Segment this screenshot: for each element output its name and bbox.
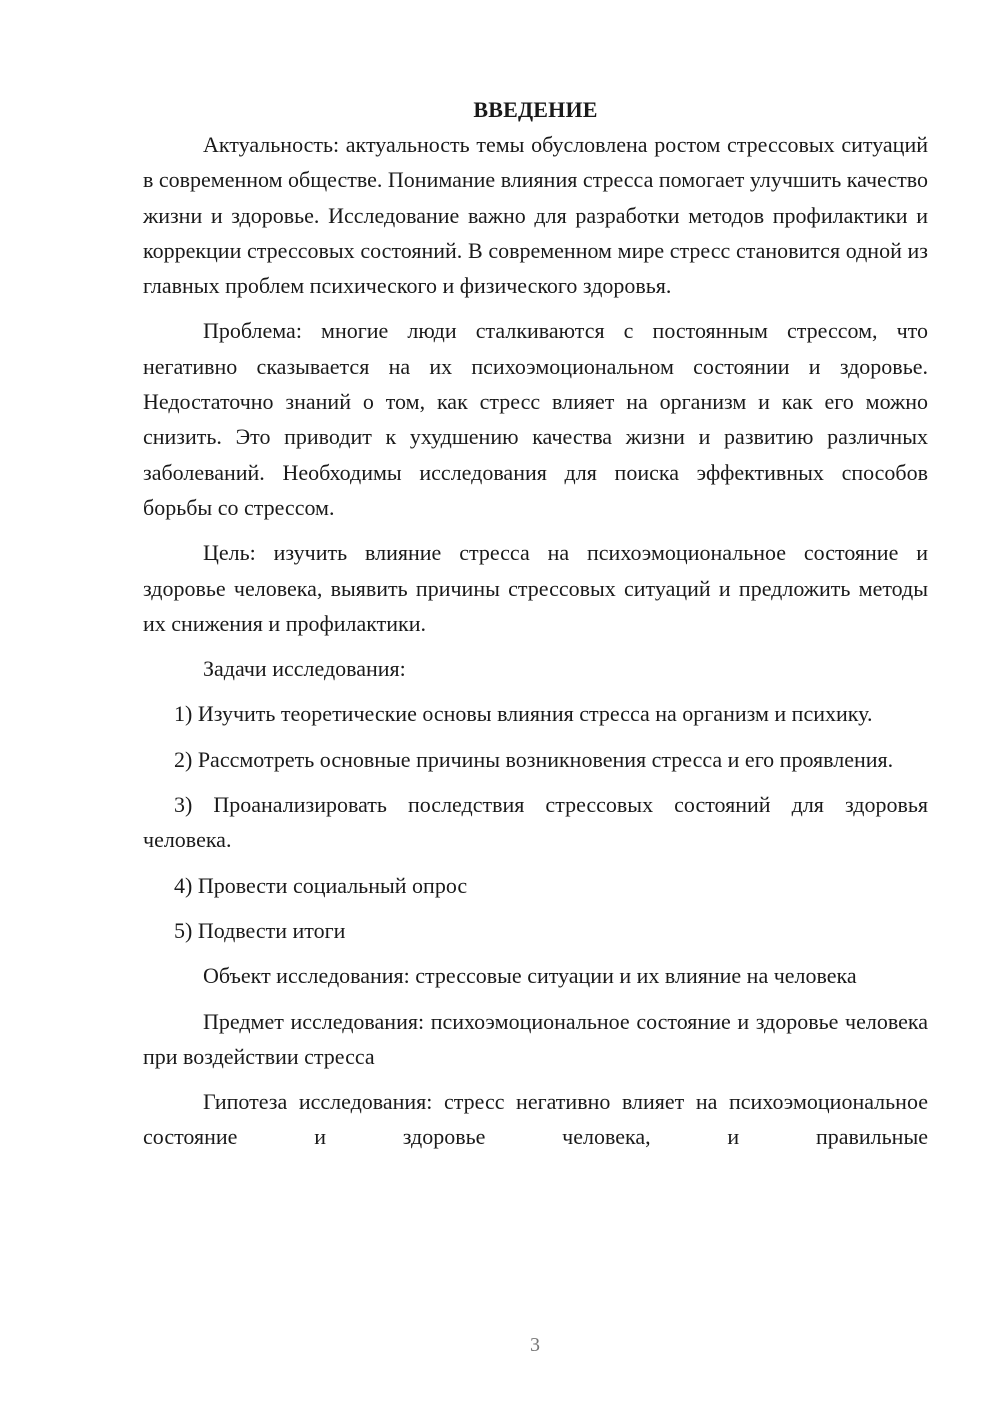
paragraph-goal: Цель: изучить влияние стресса на психоэмоциональное состояние и здоровье человека, выявить причины стрессовых ситуаций и предложить методы их снижения и профилактики. <box>143 540 928 636</box>
page-number: 3 <box>530 1334 540 1356</box>
document-page <box>143 92 928 1165</box>
paragraph-relevance: Актуальность: актуальность темы обусловлена ростом стрессовых ситуаций в современном обществе. Понимание влияния стресса помогает улучшить качество жизни и здоровье. Исследование важно для разработки методов профилактики и коррекции стрессовых состояний. В современном мире стресс становится одной из главных проблем психического и физического здоровья. <box>143 132 928 299</box>
paragraph-object: Объект исследования: стрессовые ситуации и их влияние на человека <box>203 963 857 989</box>
task-item-2: 2) Рассмотреть основные причины возникновения стресса и его проявления. <box>174 746 894 772</box>
paragraph-subject: Предмет исследования: психоэмоциональное состояние и здоровье человека при воздействии стресса <box>143 1008 928 1069</box>
task-item-1: 1) Изучить теоретические основы влияния стресса на организм и психику. <box>174 701 873 727</box>
section-title: ВВЕДЕНИЕ <box>473 97 598 122</box>
task-item-4: 4) Провести социальный опрос <box>174 872 468 898</box>
paragraph-problem: Проблема: многие люди сталкиваются с постоянным стрессом, что негативно сказывается на их психоэмоциональном состоянии и здоровье. Недостаточно знаний о том, как стресс влияет на организм и как его можно снизить. Это приводит к ухудшению качества жизни и развитию различных заболеваний. Необходимы исследования для поиска эффективных способов борьбы со стрессом. <box>143 318 928 520</box>
paragraph-hypothesis: Гипотеза исследования: стресс негативно влияет на психоэмоциональное состояние и здоровье человека, и правильные <box>143 1089 928 1150</box>
tasks-heading: Задачи исследования: <box>203 656 406 682</box>
task-item-5: 5) Подвести итоги <box>174 917 346 943</box>
task-item-3: 3) Проанализировать последствия стрессовых состояний для здоровья человека. <box>143 792 928 853</box>
